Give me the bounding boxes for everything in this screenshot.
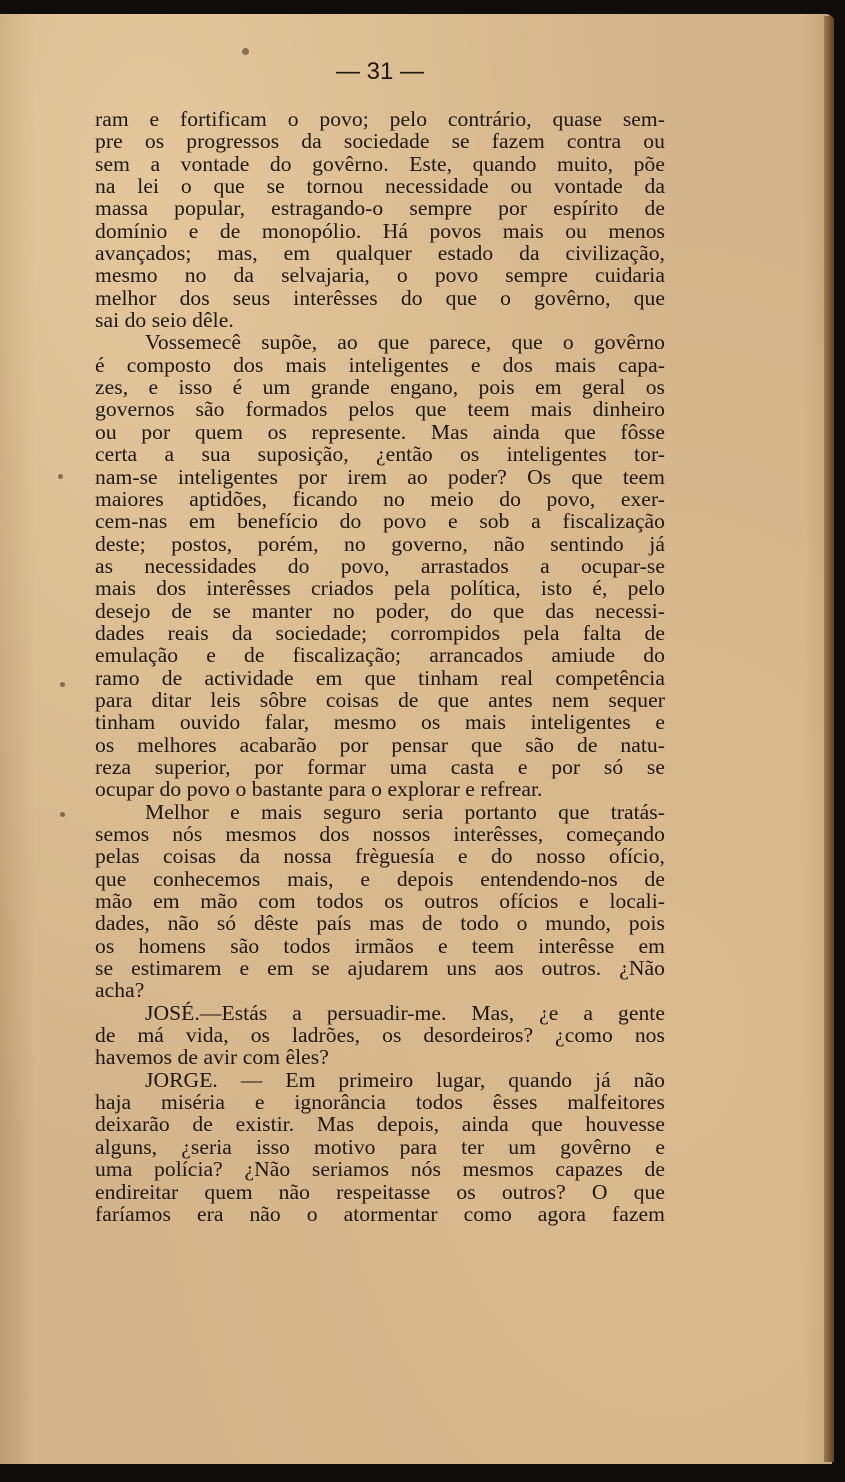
text-line: zes, e isso é um grande engano, pois em geral os (95, 375, 665, 400)
text-line: desejo de se manter no poder, do que das necessi- (95, 598, 665, 623)
text-line: dades, não só dêste país mas de todo o mundo, pois (95, 911, 665, 936)
text-line: na lei o que se tornou necessidade ou vontade da (95, 174, 665, 199)
text-line: ocupar do povo o bastante para o explorar e refrear. (95, 777, 543, 802)
text-line: sai do seio dêle. (95, 308, 234, 333)
text-line: emulação e de fiscalização; arrancados amiude do (95, 643, 665, 668)
text-line: mão em mão com todos os outros ofícios e locali- (95, 889, 665, 914)
text-line: os melhores acabarão por pensar que são de natu- (95, 732, 665, 757)
text-line: ramo de actividade em que tinham real competência (95, 665, 665, 690)
ink-spot (60, 682, 65, 687)
text-line: as necessidades do povo, arrastados a ocupar-se (95, 553, 665, 578)
text-line: faríamos era não o atormentar como agora fazem (95, 1201, 665, 1226)
text-line: semos nós mesmos dos nossos interêsses, começando (95, 822, 665, 846)
text-line: dades reais da sociedade; corrompidos pela falta de (95, 620, 665, 645)
text-line: mais dos interêsses criados pela política, isto é, pelo (95, 576, 665, 601)
text-line: governos são formados pelos que teem mais dinheiro (95, 397, 665, 422)
ink-spot (60, 812, 65, 817)
page-number: — 31 — (335, 58, 425, 85)
text-line: JOSÉ.—Estás a persuadir-me. Mas, ¿e a gente (145, 1000, 665, 1025)
text-line: maiores aptidões, ficando no meio do povo, exer- (95, 486, 665, 511)
text-line: avançados; mas, em qualquer estado da civilização, (95, 241, 665, 266)
text-line: certa a sua suposição, ¿então os inteligentes tor- (95, 442, 665, 467)
text-line: ou por quem os represente. Mas ainda que fôsse (95, 419, 665, 444)
text-line: Vossemecê supõe, ao que parece, que o govêrno (145, 330, 665, 355)
text-line: endireitar quem não respeitasse os outros? O que (95, 1179, 665, 1204)
text-line: pelas coisas da nossa frèguesía e do nosso ofício, (95, 844, 665, 869)
text-line: JORGE. — Em primeiro lugar, quando já não (145, 1067, 665, 1092)
text-line: massa popular, estragando-o sempre por espírito de (95, 196, 665, 221)
page-edge (824, 16, 834, 1462)
text-line: para ditar leis sôbre coisas de que antes nem sequer (95, 687, 665, 712)
text-line: acha? (95, 978, 145, 1003)
text-line: deixarão de existir. Mas depois, ainda que houvesse (95, 1112, 665, 1137)
text-line: pre os progressos da sociedade se fazem contra ou (95, 129, 665, 154)
text-line: haja miséria e ignorância todos êsses malfeitores (95, 1090, 665, 1115)
body-text (95, 108, 665, 1225)
text-line: domínio e de monopólio. Há povos mais ou menos (95, 218, 665, 243)
text-line: é composto dos mais inteligentes e dos mais capa- (95, 352, 665, 377)
text-line: de má vida, os ladrões, os desordeiros? ¿como nos (95, 1023, 665, 1048)
text-line: ram e fortificam o povo; pelo contrário, quase sem- (95, 107, 665, 131)
text-line: os homens são todos irmãos e teem interêsse em (95, 933, 665, 958)
text-line: reza superior, por formar uma casta e por só se (95, 754, 665, 779)
text-line: mesmo no da selvajaria, o povo sempre cuidaria (95, 263, 665, 288)
text-line: havemos de avir com êles? (95, 1045, 329, 1070)
ink-spot (242, 48, 249, 55)
text-line: que conhecemos mais, e depois entendendo-nos de (95, 866, 665, 891)
text-line: nam-se inteligentes por irem ao poder? Os que teem (95, 464, 665, 489)
text-line: sem a vontade do govêrno. Este, quando muito, põe (95, 151, 665, 176)
text-line: cem-nas em benefício do povo e sob a fiscalização (95, 509, 665, 534)
text-line: melhor dos seus interêsses do que o govêrno, que (95, 285, 665, 310)
text-line: alguns, ¿seria isso motivo para ter um govêrno e (95, 1134, 665, 1159)
text-line: deste; postos, porém, no governo, não sentindo já (95, 531, 665, 556)
ink-spot (58, 474, 63, 479)
text-line: uma polícia? ¿Não seriamos nós mesmos capazes de (95, 1157, 665, 1182)
text-line: tinham ouvido falar, mesmo os mais inteligentes e (95, 710, 665, 735)
text-line: Melhor e mais seguro seria portanto que tratás- (145, 799, 665, 824)
text-line: se estimarem e em se ajudarem uns aos outros. ¿Não (95, 956, 665, 981)
